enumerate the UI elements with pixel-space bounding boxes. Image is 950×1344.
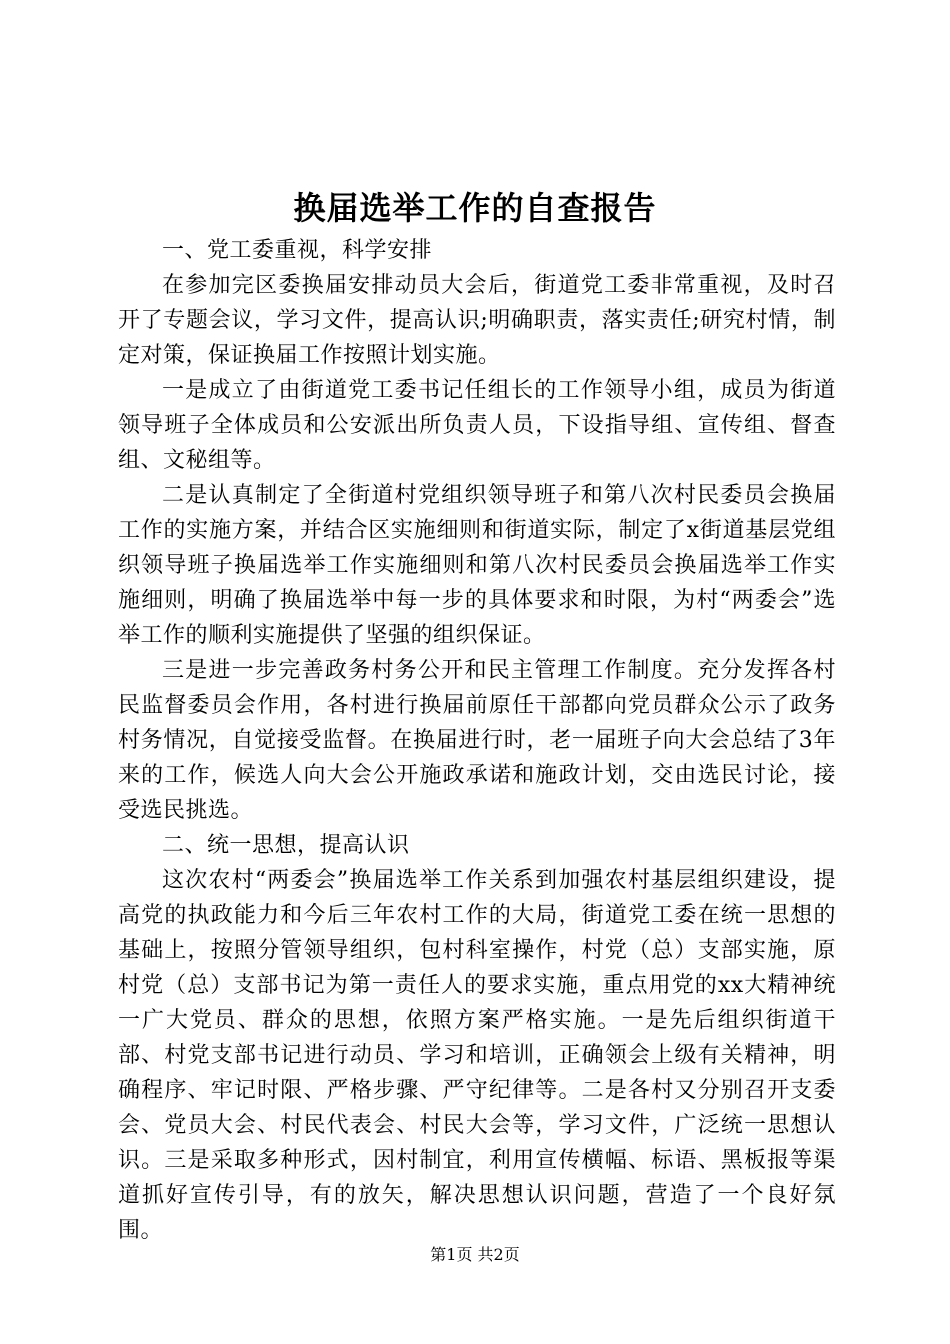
section-heading-2: 二、统一思想，提高认识 [162, 833, 410, 858]
page-footer: 第1页 共2页 [430, 1245, 520, 1264]
paragraph-2: 一是成立了由街道党工委书记任组长的工作领导小组，成员为街道领导班子全体成员和公安派出所负责人员，下设指导组、宣传组、督查组、文秘组等。 [118, 378, 836, 473]
paragraph-5: 这次农村“两委会”换届选举工作关系到加强农村基层组织建设，提高党的执政能力和今后三年农村工作的大局，街道党工委在统一思想的基础上，按照分管领导组织，包村科室操作，村党（总）支部实施，原村党（总）支部书记为第一责任人的要求实施，重点用党的xx大精神统一广大党员、群众的思想，依照方案严格实施。一是先后组织街道干部、村党支部书记进行动员、学习和培训，正确领会上级有关精神，明确程序、牢记时限、严格步骤、严守纪律等。二是各村又分别召开支委会、党员大会、村民代表会、村民大会等，学习文件，广泛统一思想认识。三是采取多种形式，因村制宜，利用宣传横幅、标语、黑板报等渠道抓好宣传引导，有的放矢，解决思想认识问题，营造了一个良好氛围。 [118, 868, 836, 1243]
document-body [118, 233, 836, 1248]
paragraph-4: 三是进一步完善政务村务公开和民主管理工作制度。充分发挥各村民监督委员会作用，各村进行换届前原任干部都向党员群众公示了政务村务情况，自觉接受监督。在换届进行时，老一届班子向大会总结了3年来的工作，候选人向大会公开施政承诺和施政计划，交由选民讨论，接受选民挑选。 [118, 658, 836, 823]
document-title: 换届选举工作的自查报告 [293, 189, 657, 227]
section-heading-1: 一、党工委重视，科学安排 [162, 238, 433, 263]
paragraph-1: 在参加完区委换届安排动员大会后，街道党工委非常重视，及时召开了专题会议，学习文件，提高认识;明确职责，落实责任;研究村情，制定对策，保证换届工作按照计划实施。 [118, 273, 836, 368]
paragraph-3: 二是认真制定了全街道村党组织领导班子和第八次村民委员会换届工作的实施方案，并结合区实施细则和街道实际，制定了x街道基层党组织领导班子换届选举工作实施细则和第八次村民委员会换届选举工作实施细则，明确了换届选举中每一步的具体要求和时限，为村“两委会”选举工作的顺利实施提供了坚强的组织保证。 [118, 483, 836, 648]
